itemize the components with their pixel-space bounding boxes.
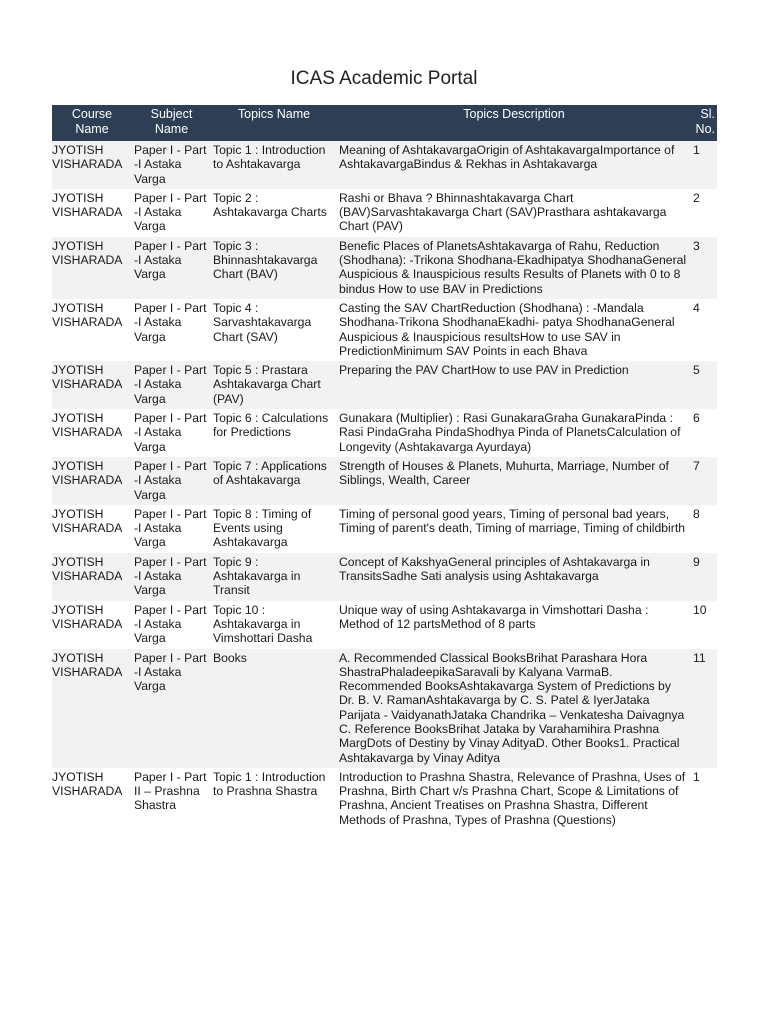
cell-description: Introduction to Prashna Shastra, Relevance of Prashna, Uses of Prashna, Birth Chart v/s Prashna Chart, Scope & Limitations of Prashna, Ancient Treatises on Prashna Shastra, Different Methods of Prashna, Types of Prashna (Questions) [337,768,691,830]
cell-serial: 10 [691,601,717,649]
cell-course: JYOTISH VISHARADA [52,768,132,830]
cell-serial: 11 [691,649,717,768]
cell-serial: 5 [691,361,717,409]
table-row [52,553,717,601]
cell-subject: Paper I - Part -I Astaka Varga [132,457,211,505]
cell-description: Rashi or Bhava ? Bhinnashtakavarga Chart (BAV)Sarvashtakavarga Chart (SAV)Prasthara ashtakavarga Chart (PAV) [337,189,691,237]
header-subject-line2: Name [154,122,189,136]
cell-subject: Paper I - Part -I Astaka Varga [132,409,211,457]
cell-course: JYOTISH VISHARADA [52,299,132,361]
cell-topic: Topic 1 : Introduction to Prashna Shastra [211,768,337,830]
cell-description: Casting the SAV ChartReduction (Shodhana) : -Mandala Shodhana-Trikona ShodhanaEkadhi- patya ShodhanaGeneral Auspicious & Inauspicious resultsHow to use SAV in PredictionMinimum SAV Points in each Bhava [337,299,691,361]
page-title: ICAS Academic Portal [290,68,478,89]
cell-description: Concept of KakshyaGeneral principles of Ashtakavarga in TransitsSadhe Sati analysis using Ashtakavarga [337,553,691,601]
cell-subject: Paper I - Part -I Astaka Varga [132,361,211,409]
cell-description: Gunakara (Multiplier) : Rasi GunakaraGraha GunakaraPinda : Rasi PindaGraha PindaShodhya Pinda of PlanetsCalculation of Longevity (Ashtakavarga Ayurdaya) [337,409,691,457]
cell-topic: Topic 3 : Bhinnashtakavarga Chart (BAV) [211,237,337,299]
header-topics-name: Topics Name [211,105,337,141]
header-subject-name [132,105,211,141]
cell-serial: 2 [691,189,717,237]
cell-description: Preparing the PAV ChartHow to use PAV in Prediction [337,361,691,409]
cell-course: JYOTISH VISHARADA [52,409,132,457]
table-row [52,457,717,505]
cell-course: JYOTISH VISHARADA [52,601,132,649]
cell-description: A. Recommended Classical BooksBrihat Parashara Hora ShastraPhaladeepikaSaravali by Kalyana VarmaB. Recommended BooksAshtakavarga System of Predictions by Dr. B. V. RamanAshtakavarga by C. S. Patel & IyerJataka Parijata - VaidyanathJataka Chandrika – Venkatesha Daivagnya C. Reference BooksBrihat Jataka by Varahamihira Prashna MargDots of Destiny by Vinay AdityaD. Other Books1. Practical Ashtakavarga by Vinay Aditya [337,649,691,768]
cell-course: JYOTISH VISHARADA [52,189,132,237]
table-row [52,505,717,553]
table-row [52,189,717,237]
cell-topic: Topic 2 : Ashtakavarga Charts [211,189,337,237]
header-sl-line1: Sl. [700,107,715,121]
table-body [52,141,717,830]
cell-topic: Topic 9 : Ashtakavarga in Transit [211,553,337,601]
cell-serial: 3 [691,237,717,299]
cell-serial: 6 [691,409,717,457]
cell-topic: Topic 1 : Introduction to Ashtakavarga [211,141,337,189]
cell-serial: 8 [691,505,717,553]
cell-description: Timing of personal good years, Timing of personal bad years, Timing of parent's death, Timing of marriage, Timing of childbirth [337,505,691,553]
cell-subject: Paper I - Part II – Prashna Shastra [132,768,211,830]
header-sl-line2: No. [695,122,715,136]
header-serial-number [691,105,717,141]
header-subject-line1: Subject [150,107,193,121]
header-course-line1: Course [71,107,113,121]
cell-description: Meaning of AshtakavargaOrigin of AshtakavargaImportance of AshtakavargaBindus & Rekhas in Ashtakavarga [337,141,691,189]
cell-course: JYOTISH VISHARADA [52,237,132,299]
header-course-name [52,105,132,141]
cell-subject: Paper I - Part -I Astaka Varga [132,189,211,237]
cell-description: Benefic Places of PlanetsAshtakavarga of Rahu, Reduction (Shodhana): -Trikona Shodhana-Ekadhipatya ShodhanaGeneral Auspicious & Inauspicious results Results of Planets with 0 to 8 bindus How to use BAV in Predictions [337,237,691,299]
cell-subject: Paper I - Part -I Astaka Varga [132,601,211,649]
cell-subject: Paper I - Part -I Astaka Varga [132,505,211,553]
table-row [52,649,717,768]
cell-course: JYOTISH VISHARADA [52,505,132,553]
table-row [52,361,717,409]
cell-serial: 9 [691,553,717,601]
table-row [52,237,717,299]
table-row [52,299,717,361]
cell-course: JYOTISH VISHARADA [52,553,132,601]
cell-course: JYOTISH VISHARADA [52,361,132,409]
cell-topic: Books [211,649,337,768]
cell-subject: Paper I - Part -I Astaka Varga [132,649,211,768]
cell-course: JYOTISH VISHARADA [52,141,132,189]
table-row [52,141,717,189]
cell-topic: Topic 8 : Timing of Events using Ashtakavarga [211,505,337,553]
cell-course: JYOTISH VISHARADA [52,457,132,505]
cell-subject: Paper I - Part -I Astaka Varga [132,553,211,601]
cell-subject: Paper I - Part -I Astaka Varga [132,237,211,299]
table-header [52,105,717,141]
table-row [52,409,717,457]
syllabus-table [52,105,717,830]
table-row [52,601,717,649]
cell-topic: Topic 4 : Sarvashtakavarga Chart (SAV) [211,299,337,361]
header-course-line2: Name [75,122,109,136]
cell-topic: Topic 5 : Prastara Ashtakavarga Chart (PAV) [211,361,337,409]
cell-subject: Paper I - Part -I Astaka Varga [132,141,211,189]
cell-serial: 1 [691,141,717,189]
cell-serial: 4 [691,299,717,361]
cell-topic: Topic 7 : Applications of Ashtakavarga [211,457,337,505]
cell-serial: 1 [691,768,717,830]
cell-course: JYOTISH VISHARADA [52,649,132,768]
cell-description: Unique way of using Ashtakavarga in Vimshottari Dasha : Method of 12 partsMethod of 8 parts [337,601,691,649]
cell-description: Strength of Houses & Planets, Muhurta, Marriage, Number of Siblings, Wealth, Career [337,457,691,505]
header-topics-description: Topics Description [337,105,691,141]
cell-serial: 7 [691,457,717,505]
cell-topic: Topic 6 : Calculations for Predictions [211,409,337,457]
header-row [52,105,717,141]
table-row [52,768,717,830]
cell-subject: Paper I - Part -I Astaka Varga [132,299,211,361]
cell-topic: Topic 10 : Ashtakavarga in Vimshottari Dasha [211,601,337,649]
